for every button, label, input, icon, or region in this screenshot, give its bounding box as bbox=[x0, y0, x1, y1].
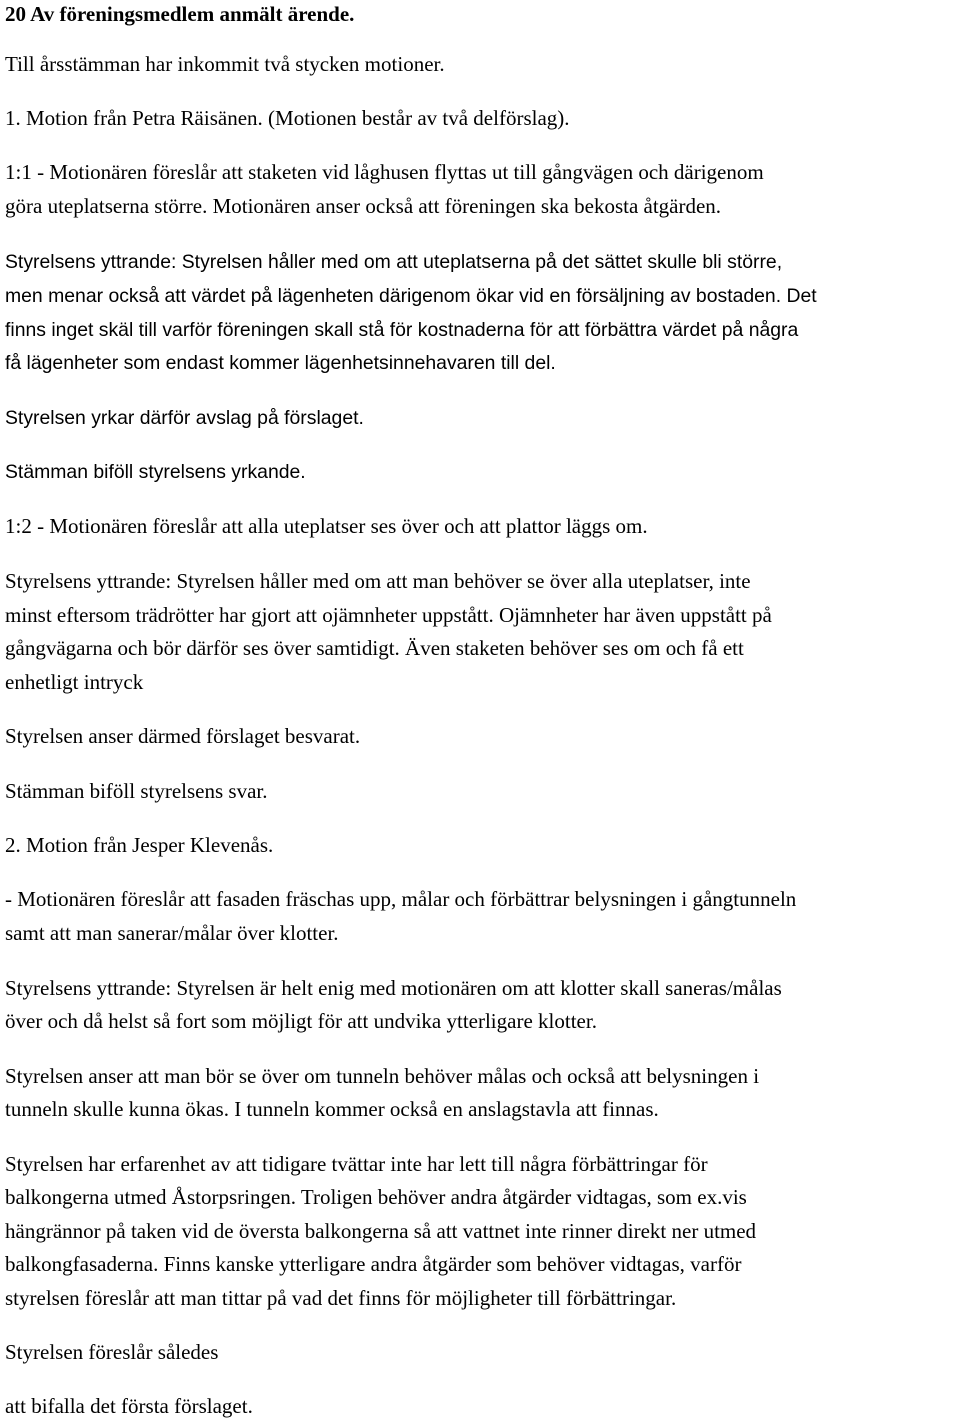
board-proposes-statement: Styrelsen föreslår således bbox=[5, 1340, 219, 1364]
motion-1-1-proposal-line: 1:1 - Motionären föreslår att staketen vid låghusen flyttas ut till gångvägen och därigenom bbox=[5, 160, 764, 184]
balcony-paragraph-line: balkongfasaderna. Finns kanske ytterligare andra åtgärder som behöver vidtagas, varför bbox=[5, 1252, 742, 1276]
motion-1-1-response-line bbox=[5, 280, 817, 314]
balcony-paragraph-line: balkongerna utmed Åstorpsringen. Troligen behöver andra åtgärder vidtagas, som ex.vis bbox=[5, 1185, 747, 1209]
motion-1-1-proposal-line: göra uteplatserna större. Motionären anser också att föreningen ska bekosta åtgärden. bbox=[5, 194, 722, 218]
balcony-paragraph-line: hängrännor på taken vid de översta balkongerna så att vattnet inte rinner direkt ner utmed bbox=[5, 1219, 757, 1243]
intro-paragraph: Till årsstämman har inkommit två stycken motioner. bbox=[5, 52, 445, 76]
motion-1-2-response-line: gångvägarna och bör därför ses över samtidigt. Även staketen behöver ses om och få ett bbox=[5, 636, 744, 660]
motion-1-2-response-line: enhetligt intryck bbox=[5, 670, 144, 694]
motion-2-title: 2. Motion från Jesper Klevenås. bbox=[5, 833, 274, 857]
motion-1-1-response-line: få lägenheter som endast kommer lägenhetsinnehavaren till del. bbox=[5, 352, 556, 374]
motion-2-response-line: Styrelsens yttrande: Styrelsen är helt enig med motionären om att klotter skall saneras/målas bbox=[5, 976, 782, 1000]
tunnel-paragraph-line: Styrelsen anser att man bör se över om tunneln behöver målas och också att belysningen i bbox=[5, 1064, 760, 1088]
balcony-paragraph-line: styrelsen föreslår att man tittar på vad det finns för möjligheter till förbättringar. bbox=[5, 1286, 677, 1310]
motion-1-2-response-line: minst eftersom trädrötter har gjort att ojämnheter uppstått. Ojämnheter har även uppstått på bbox=[5, 603, 772, 627]
board-answer-statement: Styrelsen anser därmed förslaget besvarat. bbox=[5, 724, 361, 748]
response-text-continued: Det bbox=[786, 285, 817, 307]
motion-1-title: 1. Motion från Petra Räisänen. (Motionen består av två delförslag). bbox=[5, 106, 570, 130]
motion-2-proposal-line: - Motionären föreslår att fasaden fräschas upp, målar och förbättrar belysningen i gångtunneln bbox=[5, 887, 797, 911]
tunnel-paragraph-line: tunneln skulle kunna ökas. I tunneln kommer också en anslagstavla att finnas. bbox=[5, 1097, 659, 1121]
meeting-decision: Stämman biföll styrelsens yrkande. bbox=[5, 461, 306, 483]
motion-1-2-response-line: Styrelsens yttrande: Styrelsen håller med om att man behöver se över alla uteplatser, inte bbox=[5, 569, 751, 593]
motion-2-proposal-line: samt att man sanerar/målar över klotter. bbox=[5, 921, 339, 945]
motion-1-1-response-line: Styrelsens yttrande: Styrelsen håller med om att uteplatserna på det sättet skulle bli större, bbox=[5, 251, 783, 273]
meeting-decision: Stämman biföll styrelsens svar. bbox=[5, 779, 268, 803]
motion-1-2-proposal: 1:2 - Motionären föreslår att alla uteplatser ses över och att plattor läggs om. bbox=[5, 514, 648, 538]
response-text: men menar också att värdet på lägenheten därigenom ökar vid en försäljning av bostaden. bbox=[5, 285, 782, 307]
motion-2-response-line: över och då helst så fort som möjligt för att undvika ytterligare klotter. bbox=[5, 1009, 597, 1033]
motion-1-1-response-line: finns inget skäl till varför föreningen skall stå för kostnaderna för att förbättra värdet på några bbox=[5, 319, 799, 341]
board-motion-statement: Styrelsen yrkar därför avslag på förslaget. bbox=[5, 407, 364, 429]
section-heading: 20 Av föreningsmedlem anmält ärende. bbox=[5, 2, 355, 26]
approval-statement: att bifalla det första förslaget. bbox=[5, 1394, 253, 1418]
balcony-paragraph-line: Styrelsen har erfarenhet av att tidigare tvättar inte har lett till några förbättringar för bbox=[5, 1152, 708, 1176]
